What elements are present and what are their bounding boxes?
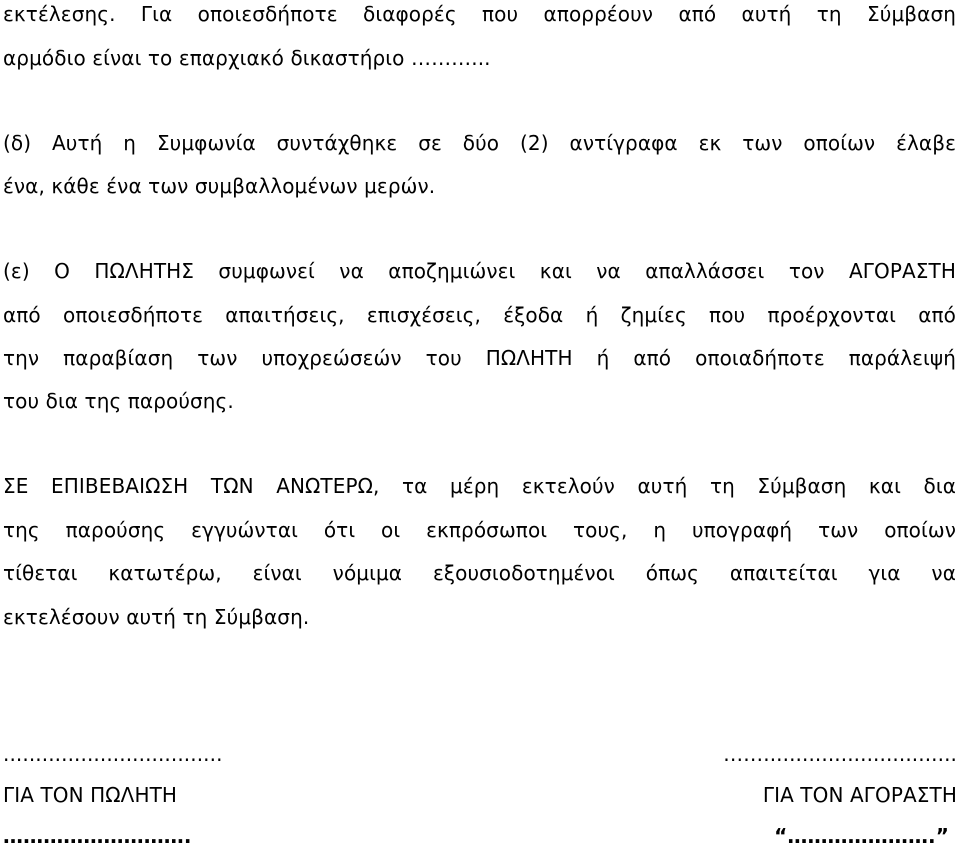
buyer-name-line: “………………….” <box>774 824 949 848</box>
clause-e-line-4: του δια της παρούσης. <box>3 389 234 413</box>
witness-line-4: εκτελέσουν αυτή τη Σύμβαση. <box>3 605 310 629</box>
clause-d-line-1: (δ) Αυτή η Συμφωνία συντάχθηκε σε δύο (2) αντίγραφα εκ των οποίων έλαβε <box>3 131 956 155</box>
closing-paragraph-line-2: αρμόδιο είναι το επαρχιακό δικαστήριο ………... <box>3 46 491 70</box>
seller-label: ΓΙΑ ΤΟΝ ΠΩΛΗΤΗ <box>3 783 178 807</box>
clause-e-line-2: από οποιεσδήποτε απαιτήσεις, επισχέσεις, έξοδα ή ζημίες που προέρχονται από <box>3 303 956 327</box>
buyer-label: ΓΙΑ ΤΟΝ ΑΓΟΡΑΣΤΗ <box>762 783 957 807</box>
witness-line-3: τίθεται κατωτέρω, είναι νόμιμα εξουσιοδοτημένοι όπως απαιτείται για να <box>3 561 956 585</box>
seller-signature-line: .................................. <box>3 742 223 766</box>
clause-e-line-1: (ε) Ο ΠΩΛΗΤΗΣ συμφωνεί να αποζημιώνει και να απαλλάσσει τον ΑΓΟΡΑΣΤΗ <box>3 259 956 283</box>
seller-name-line: ………………………. <box>3 824 192 848</box>
closing-paragraph-line-1: εκτέλεσης. Για οποιεσδήποτε διαφορές που απορρέουν από αυτή τη Σύμβαση <box>3 2 956 26</box>
witness-line-2: της παρούσης εγγυώνται ότι οι εκπρόσωποι τους, η υπογραφή των οποίων <box>3 518 956 542</box>
witness-line-1: ΣΕ ΕΠΙΒΕΒΑΙΩΣΗ ΤΩΝ ΑΝΩΤΕΡΩ, τα μέρη εκτελούν αυτή τη Σύμβαση και δια <box>3 474 956 498</box>
buyer-signature-line: …….............................. <box>723 742 957 766</box>
clause-e-line-3: την παραβίαση των υποχρεώσεών του ΠΩΛΗΤΗ ή από οποιαδήποτε παράλειψή <box>3 346 956 370</box>
clause-d-line-2: ένα, κάθε ένα των συμβαλλομένων μερών. <box>3 174 436 198</box>
